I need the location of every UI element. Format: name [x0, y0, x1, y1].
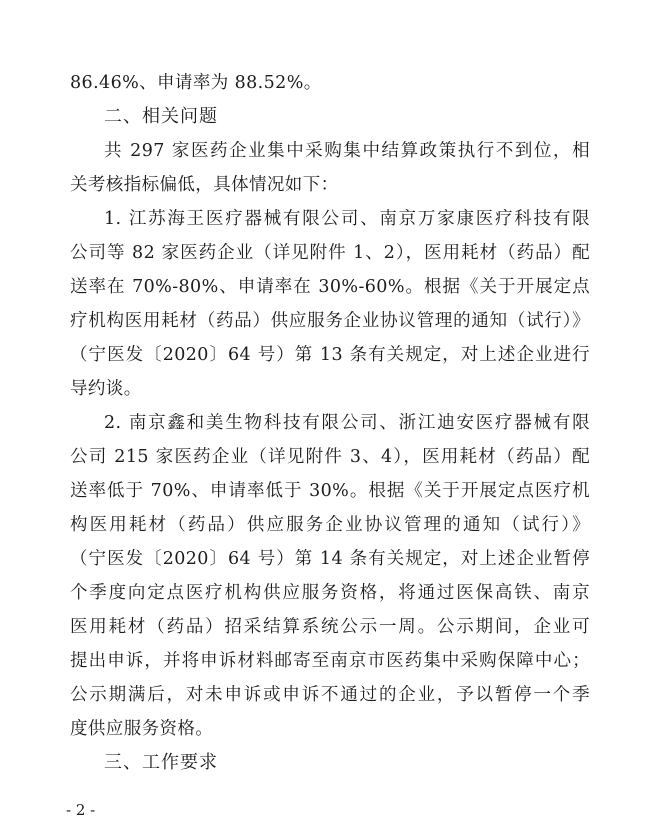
text-line: 疗机构医用耗材（药品）供应服务企业协议管理的通知（试行）》	[70, 311, 590, 331]
page-number: - 2 -	[66, 801, 96, 819]
text-line: 医用耗材（药品）招采结算系统公示一周。公示期间，企业可	[70, 617, 590, 637]
text-line-item-2: 2. 南京鑫和美生物科技有限公司、浙江迪安医疗器械有限	[104, 413, 590, 433]
text-line: 公司 215 家医药企业（详见附件 3、4），医用耗材（药品）配	[70, 447, 590, 467]
text-line: 送率低于 70%、申请率低于 30%。根据《关于开展定点医疗机	[70, 481, 590, 501]
text-line: 关考核指标偏低，具体情况如下：	[70, 175, 339, 195]
text-line: 公司等 82 家医药企业（详见附件 1、2），医用耗材（药品）配	[70, 243, 590, 263]
text-line: 提出申诉，并将申诉材料邮寄至南京市医药集中采购保障中心；	[70, 651, 590, 671]
text-line-continuation: 86.46%、申请率为 88.52%。	[70, 73, 322, 93]
text-line: 导约谈。	[70, 379, 142, 399]
text-line: 构医用耗材（药品）供应服务企业协议管理的通知（试行）》	[70, 515, 590, 535]
text-line: （宁医发〔2020〕64 号）第 14 条有关规定，对上述企业暂停	[70, 549, 590, 569]
section-heading-work-requirements: 三、工作要求	[104, 752, 218, 773]
text-line: 度供应服务资格。	[70, 719, 214, 739]
text-line: 公示期满后，对未申诉或申诉不通过的企业，予以暂停一个季	[70, 685, 590, 705]
text-line: 个季度向定点医疗机构供应服务资格，将通过医保高铁、南京	[70, 583, 590, 603]
text-line: 送率在 70%-80%、申请率在 30%-60%。根据《关于开展定点	[70, 277, 590, 297]
text-line-item-1: 1. 江苏海王医疗器械有限公司、南京万家康医疗科技有限	[104, 209, 590, 229]
text-line: （宁医发〔2020〕64 号）第 13 条有关规定，对上述企业进行	[70, 345, 590, 365]
section-heading-related-issues: 二、相关问题	[104, 106, 218, 127]
text-line: 共 297 家医药企业集中采购集中结算政策执行不到位，相	[104, 141, 590, 161]
